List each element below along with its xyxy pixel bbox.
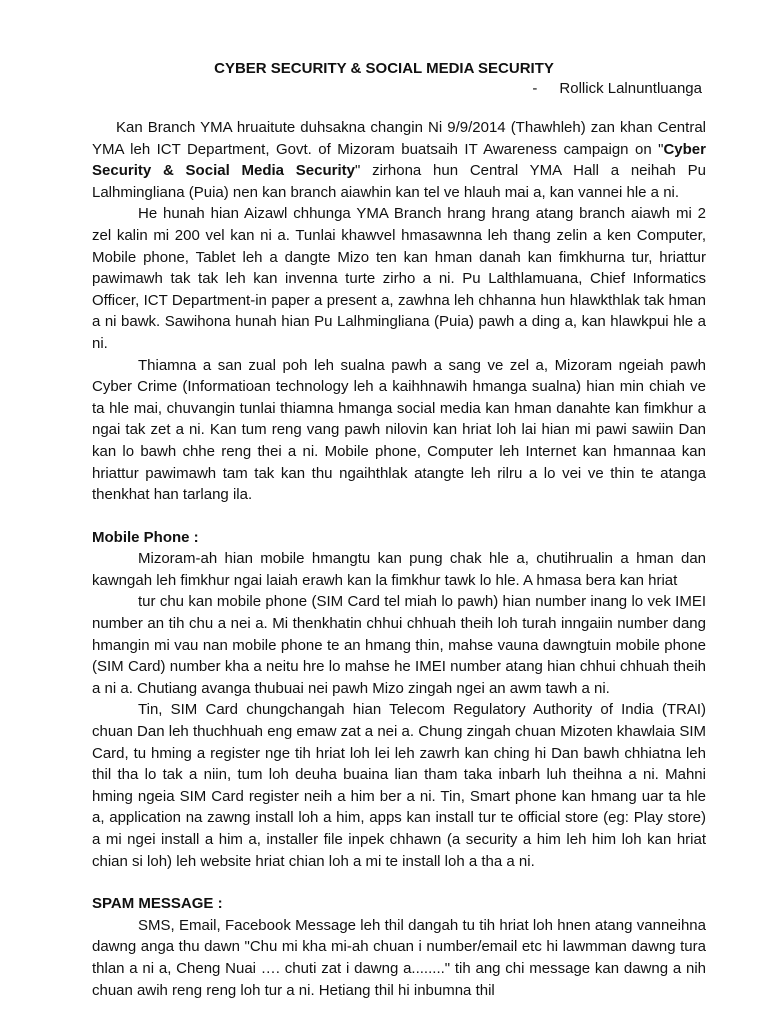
intro-text-after: " zirhona hun Central YMA Hall a neihah Pu Lalhmingliana (Puia) nen kan branch aiawhin kan tel ve hlauh mai a, kan vannei hle a ni.	[92, 162, 706, 201]
mobile-paragraph-1: Mizoram-ah hian mobile hmangtu kan pung chak hle a, chutihrualin a hman dan kawngah leh fimkhur ngai laiah erawh kan la fimkhur tawk lo hle. A hmasa bera kan hriat	[92, 550, 706, 589]
author-dash: -	[532, 80, 538, 97]
mobile-paragraph-3: Tin, SIM Card chungchangah hian Telecom Regulatory Authority of India (TRAI) chuan Dan leh thuchhuah eng emaw zat a nei a. Chung zingah chuan Mizoten khawlaia SIM Card, tu hming a register nge tih hriat loh lei leh zawrh kan ching hi Dan bawh chhiatna leh thil tha lo tak a niin, tum loh deuha buaina lian tham taka inbarh luh theihna a ni. Mahni hming ngeia SIM Card register neih a him ber a ni. Tin, Smart phone kan hmang uar ta hle a, application na zawng install loh a him, apps kan install tur te official store (eg: Play store) a mi ngei install a him a, installer file inpek chhawn (a security a him leh him loh kan hriat chian si loh) leh website hriat chian loh a mi te install loh a tha a ni.	[92, 701, 706, 870]
campaign-name: Cyber Security & Social Media Security	[92, 140, 706, 180]
mobile-paragraph-2: tur chu kan mobile phone (SIM Card tel miah lo pawh) hian number inang lo vek IMEI number an tih chu a nei a. Mi thenkhatin chhui chhuah theih loh turah inngaiin number dang hmangin mi vau nan mobile phone te an hmang thin, mahse vauna dawngtuin mobile phone (SIM Card) number kha a neitu hre lo mahse he IMEI number atang hian chhui chhuah theih a ni a. Chutiang avanga thubuai nei pawh Mizo zingah ngei an awm tawh a ni.	[92, 593, 706, 697]
intro-paragraph-1	[92, 117, 706, 203]
intro-paragraph-3: Thiamna a san zual poh leh sualna pawh a sang ve zel a, Mizoram ngeiah pawh Cyber Crime (Informatioan technology leh a kaihhnawih hmanga sualna) hian min chiah ve ta hle mai, chuvangin tunlai thiamna hmanga social media kan hman danahte kan fimkhur a ngai tak zet a ni. Kan tum reng vang pawh nilovin kan hriat loh lai hian mi pawi sawiin Dan kan lo bawh chhe reng thei a ni. Mobile phone, Computer leh Internet kan hmannaa kan hriattur pawimawh tam tak kan thu ngaihthlak atangte leh rilru a lo vei ve thin te atanga thenkhat han tarlang ila.	[92, 356, 706, 504]
intro-text-before: Kan Branch YMA hruaitute duhsakna changin Ni 9/9/2014 (Thawhleh) zan khan Central YMA leh ICT Department, Govt. of Mizoram buatsaih IT Awareness campaign on "	[92, 119, 706, 158]
spam-paragraph-1: SMS, Email, Facebook Message leh thil dangah tu tih hriat loh hnen atang vanneihna dawng anga thu dawn "Chu mi kha mi-ah chuan i number/email etc hi lawmman dawng tura thlan a ni a, Cheng Nuai …. chuti zat i dawng a........" tih ang chi message kan dawng a nih chuan awih reng reng loh tur a ni. Hetiang thil hi inbumna thil	[92, 916, 706, 999]
spam-message-heading: SPAM MESSAGE :	[92, 895, 223, 913]
document-body	[92, 117, 706, 1001]
author-line	[532, 80, 702, 97]
mobile-phone-heading: Mobile Phone :	[92, 528, 199, 546]
author-name: Rollick Lalnuntluanga	[559, 80, 702, 97]
document-title: CYBER SECURITY & SOCIAL MEDIA SECURITY	[214, 60, 554, 77]
intro-paragraph-2: He hunah hian Aizawl chhunga YMA Branch hrang hrang atang branch aiawh mi 2 zel kalin mi 200 vel kan ni a. Tunlai khawvel hmasawnna leh thang zelin a ken Computer, Mobile phone, Tablet leh a dangte Mizo ten kan hman danah kan fimkhurna tur, hriattur pawimawh tak tak leh kan invenna turte zirho a ni. Pu Lalthlamuana, Chief Informatics Officer, ICT Department-in paper a present a, zawhna leh chhanna hun hlawkthlak tak hman a ni bawk. Sawihona hunah hian Pu Lalhmingliana (Puia) pawh a ding a, kan hlawkpui hle a ni.	[92, 205, 706, 352]
